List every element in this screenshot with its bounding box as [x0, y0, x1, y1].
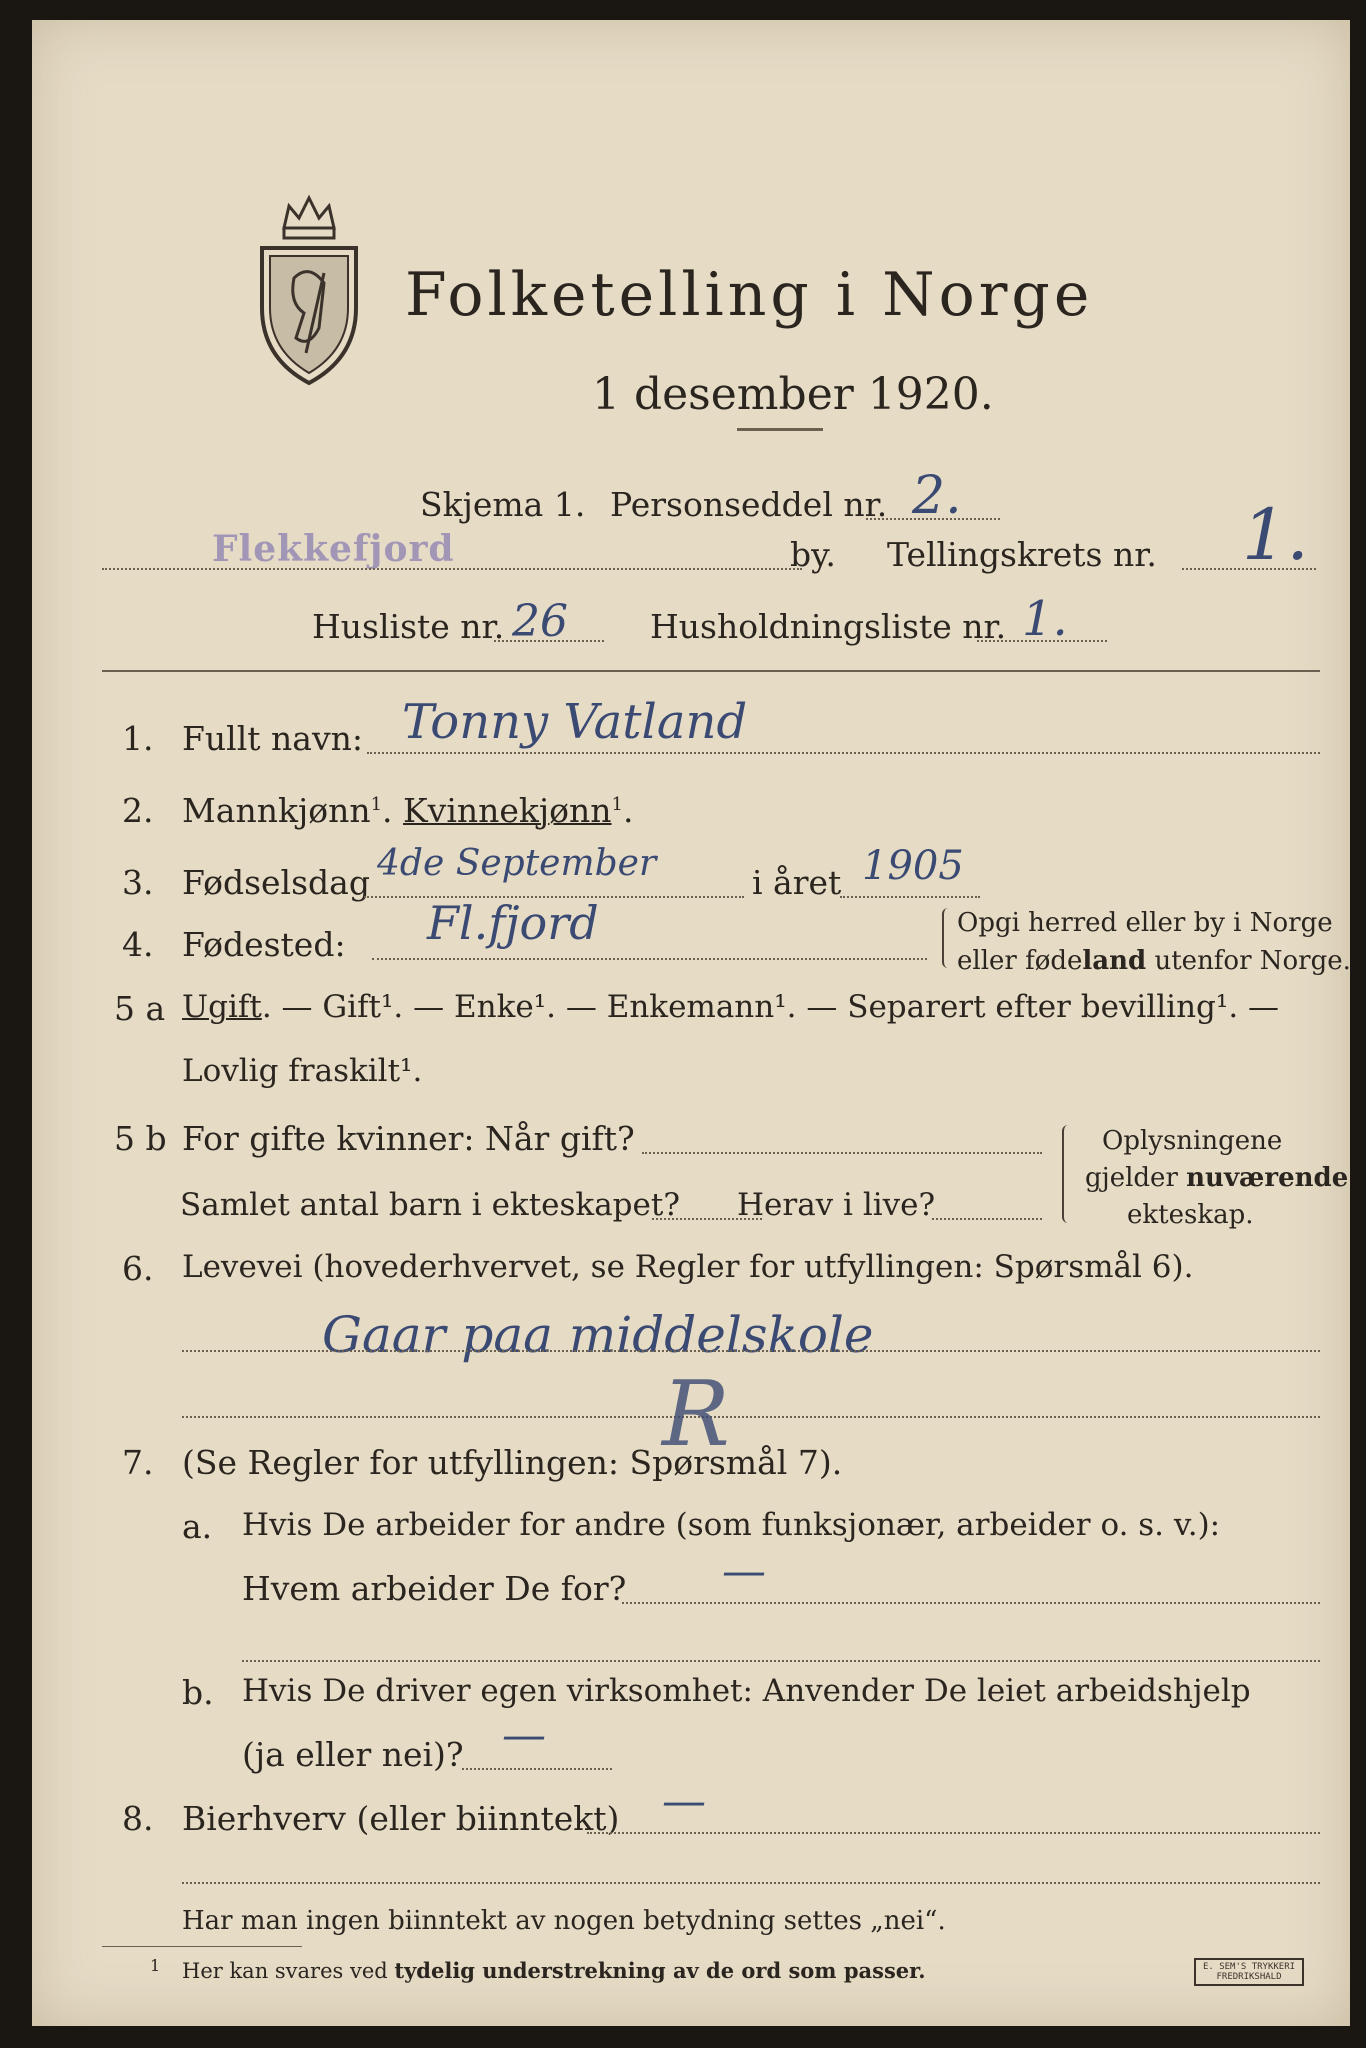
printer-mark	[1194, 1958, 1304, 1986]
q6-mark: R	[662, 1362, 730, 1467]
q4-note-line1: Opgi herred eller by i Norge	[957, 908, 1333, 938]
q5b-note3: ekteskap.	[1127, 1200, 1254, 1230]
q1-number: 1.	[122, 719, 154, 758]
q5b-line2a: Samlet antal barn i ekteskapet?	[180, 1187, 680, 1223]
q4-brace	[942, 908, 952, 968]
q7a-line2-dots	[622, 1602, 1320, 1604]
q5b-note2b: nuværende	[1186, 1163, 1349, 1193]
personseddel-value: 2.	[912, 466, 962, 526]
q4-line	[372, 958, 927, 960]
q3-day-value: 4de September	[377, 843, 657, 884]
q7b-line2-dots	[462, 1768, 612, 1770]
q5b-note2	[1085, 1165, 1348, 1191]
q2-sep: .	[382, 791, 393, 830]
q8-line2	[182, 1882, 1320, 1884]
husholdningsliste-label: Husholdningsliste nr.	[650, 607, 1007, 646]
q4-note-c: utenfor Norge.	[1146, 946, 1351, 976]
q5a-rest: . — Gift¹. — Enke¹. — Enkemann¹. — Separert efter bevilling¹. —	[261, 989, 1280, 1025]
q2-sup-1: 1	[370, 794, 383, 815]
husliste-label: Husliste nr.	[312, 607, 505, 646]
by-label: by.	[790, 535, 836, 574]
q6-number: 6.	[122, 1249, 154, 1288]
q8-line	[587, 1832, 1320, 1834]
q5b-number: 5 b	[114, 1119, 167, 1158]
coat-of-arms-icon	[254, 188, 364, 388]
q4-label: Fødested:	[182, 925, 346, 964]
q1-value: Tonny Vatland	[402, 694, 748, 750]
q5b-note2a: gjelder	[1085, 1163, 1187, 1193]
q1-label: Fullt navn:	[182, 719, 363, 758]
footnote-text	[182, 1960, 926, 1982]
husliste-value: 26	[512, 596, 568, 647]
q3-label: Fødselsdag	[182, 863, 370, 902]
q7b-line1: Hvis De driver egen virksomhet: Anvender De leiet arbeidshjelp	[242, 1673, 1251, 1709]
husholdningsliste-value: 1.	[1022, 591, 1068, 647]
tellingskrets-value: 1.	[1242, 494, 1309, 576]
q6-line1	[182, 1350, 1320, 1352]
q8-label: Bierhverv (eller biinntekt)	[182, 1799, 620, 1838]
q7a-line2: Hvem arbeider De for?	[242, 1569, 627, 1608]
q5b-line2b: Herav i live?	[737, 1187, 936, 1223]
q7-label: (Se Regler for utfyllingen: Spørsmål 7).	[182, 1443, 843, 1482]
q7a-value: —	[722, 1546, 766, 1597]
q2-end: .	[622, 791, 634, 830]
q7b-number: b.	[182, 1673, 214, 1712]
census-form	[32, 20, 1350, 2026]
q5b-line2b-dots	[932, 1218, 1042, 1220]
q7a-number: a.	[182, 1507, 213, 1546]
footnote-rule	[102, 1946, 302, 1947]
q3-year-label: i året	[752, 863, 842, 902]
title-rule	[737, 428, 823, 431]
form-title: Folketelling i Norge	[405, 260, 1094, 330]
q2-kvinne: Kvinnekjønn	[403, 791, 612, 830]
census-date: 1 desember 1920.	[592, 369, 994, 420]
footnote-text-b: tydelig understrekning av de ord som passer.	[394, 1958, 926, 1983]
q4-note-b: land	[1082, 946, 1147, 976]
q4-note-a: eller føde	[957, 946, 1083, 976]
header-divider	[102, 670, 1320, 672]
q7-number: 7.	[122, 1443, 154, 1482]
q2-options	[182, 791, 634, 830]
q5a-number: 5 a	[114, 989, 166, 1028]
tellingskrets-label: Tellingskrets nr.	[887, 535, 1157, 574]
q2-mann: Mannkjønn	[182, 791, 371, 830]
q6-label: Levevei (hovederhvervet, se Regler for utfyllingen: Spørsmål 6).	[182, 1249, 1194, 1285]
q4-note-line2	[957, 948, 1351, 974]
footnote-number: 1	[150, 1956, 161, 1975]
q4-number: 4.	[122, 925, 154, 964]
q6-value: Gaar paa middelskole	[322, 1306, 874, 1364]
q2-number: 2.	[122, 791, 154, 830]
q8-number: 8.	[122, 1799, 154, 1838]
q8-value: —	[662, 1776, 706, 1827]
q3-number: 3.	[122, 863, 154, 902]
q3-year-value: 1905	[862, 843, 964, 889]
footnote-text-a: Her kan svares ved	[182, 1959, 395, 1983]
q2-sup-2: 1	[611, 794, 623, 815]
q7b-value: —	[502, 1710, 546, 1761]
q1-line	[367, 752, 1320, 754]
city-line	[102, 568, 802, 570]
q5b-line1: For gifte kvinner: Når gift?	[182, 1119, 635, 1158]
q5b-brace	[1062, 1125, 1074, 1223]
q5a-line2: Lovlig fraskilt¹.	[182, 1053, 423, 1089]
city-stamp: Flekkefjord	[212, 528, 455, 570]
q7b-line2: (ja eller nei)?	[242, 1735, 464, 1774]
q5b-line1-dots	[642, 1152, 1042, 1154]
q7a-line1: Hvis De arbeider for andre (som funksjonær, arbeider o. s. v.):	[242, 1507, 1221, 1543]
q4-value: Fl.fjord	[427, 896, 599, 950]
schema-label: Skjema 1.	[420, 485, 586, 524]
q7a-line3-dots	[242, 1660, 1320, 1662]
footer-note: Har man ingen biinntekt av nogen betydning settes „nei“.	[182, 1906, 946, 1936]
printer-line1: E. SEM'S TRYKKERI	[1202, 1962, 1296, 1972]
q6-line2	[182, 1416, 1320, 1418]
q5a-options	[182, 989, 1280, 1025]
q5a-ugift: Ugift	[182, 989, 262, 1025]
personseddel-label: Personseddel nr.	[610, 485, 888, 524]
printer-line2: FREDRIKSHALD	[1216, 1972, 1282, 1982]
q5b-note1: Oplysningene	[1102, 1126, 1283, 1156]
q3-year-line	[840, 896, 980, 898]
